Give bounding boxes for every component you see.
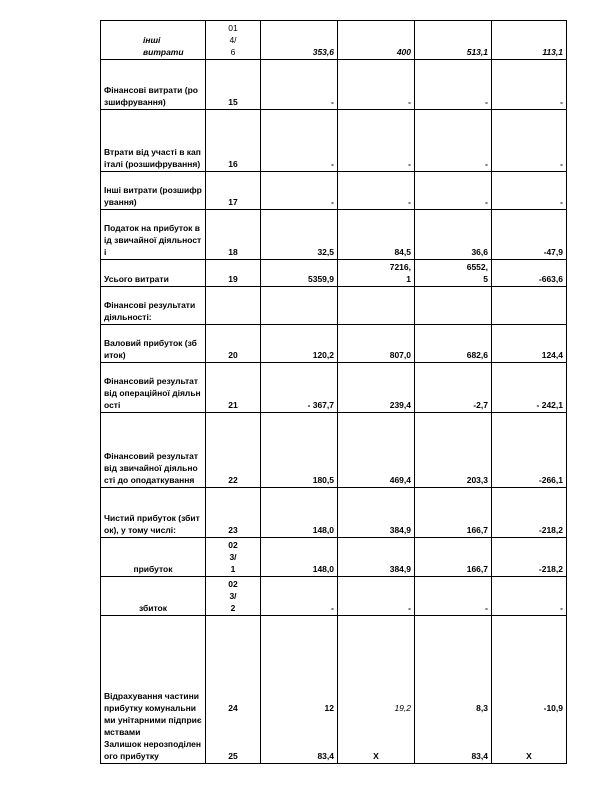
table-row <box>101 577 567 616</box>
row-value <box>415 287 492 325</box>
row-label: Податок на прибуток від звичайної діяльності <box>101 210 206 260</box>
row-value: -10,9 <box>543 703 563 713</box>
row-value: -2,7 <box>415 363 492 413</box>
row-code: 20 <box>206 325 261 363</box>
row-value: 682,6 <box>415 325 492 363</box>
row-label: Фінансовий результат від операційної діяльності <box>101 363 206 413</box>
row-value: 166,7 <box>415 538 492 577</box>
row-value: 120,2 <box>261 325 338 363</box>
row-value: - <box>492 172 567 210</box>
row-code: 21 <box>206 363 261 413</box>
row-code: 24 <box>228 703 238 713</box>
row-value: 148,0 <box>261 538 338 577</box>
row-code: 22 <box>206 413 261 488</box>
row-value: - 367,7 <box>261 363 338 413</box>
row-value: - <box>261 60 338 110</box>
row-label: Валовий прибуток (збиток) <box>101 325 206 363</box>
row-value: 19,2 <box>394 703 411 713</box>
row-value: 353,6 <box>261 21 338 60</box>
row-value: - <box>415 60 492 110</box>
row-label-combined <box>101 616 206 764</box>
row-value: - <box>338 172 415 210</box>
row-value: 469,4 <box>338 413 415 488</box>
row-value: 384,9 <box>338 488 415 538</box>
row-value: 513,1 <box>415 21 492 60</box>
row-value: 148,0 <box>261 488 338 538</box>
row-value: -218,2 <box>492 488 567 538</box>
row-code: 02 3/ 1 <box>206 538 261 577</box>
row-label: Фінансовий результат від звичайної діяльності до оподаткування <box>101 413 206 488</box>
row-value-combined <box>338 616 415 764</box>
row-value <box>492 287 567 325</box>
table-row <box>101 172 567 210</box>
row-label: Відрахування частини прибутку комунальними унітарними підприємствами <box>104 691 202 737</box>
row-label: Усього витрати <box>101 260 206 287</box>
row-value: - <box>492 577 567 616</box>
financial-results-table <box>100 20 567 764</box>
row-value: - <box>261 577 338 616</box>
row-value: 180,5 <box>261 413 338 488</box>
row-value: 32,5 <box>261 210 338 260</box>
row-value: -663,6 <box>492 260 567 287</box>
row-value: 6552, 5 <box>415 260 492 287</box>
row-value: 124,4 <box>492 325 567 363</box>
table-row <box>101 60 567 110</box>
row-label: Втрати від участі в капіталі (розшифрування) <box>101 110 206 172</box>
row-code-secondary: 25 <box>228 751 238 761</box>
row-value <box>338 287 415 325</box>
row-value: - <box>492 60 567 110</box>
row-value-secondary: 83,4 <box>317 751 334 761</box>
table-row <box>101 538 567 577</box>
row-label: Чистий прибуток (збиток), у тому числі: <box>101 488 206 538</box>
row-value: -47,9 <box>492 210 567 260</box>
row-code: 18 <box>206 210 261 260</box>
row-label: збиток <box>101 577 206 616</box>
table-row <box>101 325 567 363</box>
row-value: 84,5 <box>338 210 415 260</box>
table-row <box>101 363 567 413</box>
row-value: - <box>338 60 415 110</box>
row-value: - <box>261 172 338 210</box>
row-value: -266,1 <box>492 413 567 488</box>
row-code <box>206 287 261 325</box>
table-row <box>101 21 567 60</box>
row-code: 02 3/ 2 <box>206 577 261 616</box>
row-label-secondary: Залишок нерозподіленого прибутку <box>104 739 202 761</box>
table-row <box>101 287 567 325</box>
table-row <box>101 413 567 488</box>
row-code: 16 <box>206 110 261 172</box>
row-label: прибуток <box>101 538 206 577</box>
row-label: Фінансові витрати (розшифрування) <box>101 60 206 110</box>
row-value: - <box>338 110 415 172</box>
row-value: - 242,1 <box>492 363 567 413</box>
row-value: 12 <box>324 703 334 713</box>
row-value: 113,1 <box>492 21 567 60</box>
row-code-combined <box>206 616 261 764</box>
row-value: - <box>415 172 492 210</box>
table-row <box>101 210 567 260</box>
row-label: Фінансові результати діяльності: <box>101 287 206 325</box>
row-value: 807,0 <box>338 325 415 363</box>
row-value: 203,3 <box>415 413 492 488</box>
row-value: - <box>415 110 492 172</box>
row-value: - <box>338 577 415 616</box>
row-value: 239,4 <box>338 363 415 413</box>
row-value: 166,7 <box>415 488 492 538</box>
row-value: -218,2 <box>492 538 567 577</box>
row-code: 15 <box>206 60 261 110</box>
row-value-combined <box>492 616 567 764</box>
table-row <box>101 488 567 538</box>
row-value-combined <box>261 616 338 764</box>
row-value <box>261 287 338 325</box>
row-code: 19 <box>206 260 261 287</box>
row-value: 5359,9 <box>261 260 338 287</box>
row-code: 23 <box>206 488 261 538</box>
row-label: Інші витрати (розшифрування) <box>101 172 206 210</box>
row-code: 01 4/ 6 <box>206 21 261 60</box>
row-code: 17 <box>206 172 261 210</box>
row-value: - <box>415 577 492 616</box>
row-value: 7216, 1 <box>338 260 415 287</box>
row-label: інші витрати <box>101 21 206 60</box>
row-value-secondary: Х <box>373 751 379 761</box>
row-value: 36,6 <box>415 210 492 260</box>
row-value: - <box>492 110 567 172</box>
table-row <box>101 260 567 287</box>
row-value: - <box>261 110 338 172</box>
row-value-secondary: Х <box>526 751 532 761</box>
row-value-secondary: 83,4 <box>471 751 488 761</box>
table-row <box>101 110 567 172</box>
table-row <box>101 616 567 764</box>
row-value: 400 <box>338 21 415 60</box>
row-value: 8,3 <box>476 703 488 713</box>
row-value-combined <box>415 616 492 764</box>
row-value: 384,9 <box>338 538 415 577</box>
